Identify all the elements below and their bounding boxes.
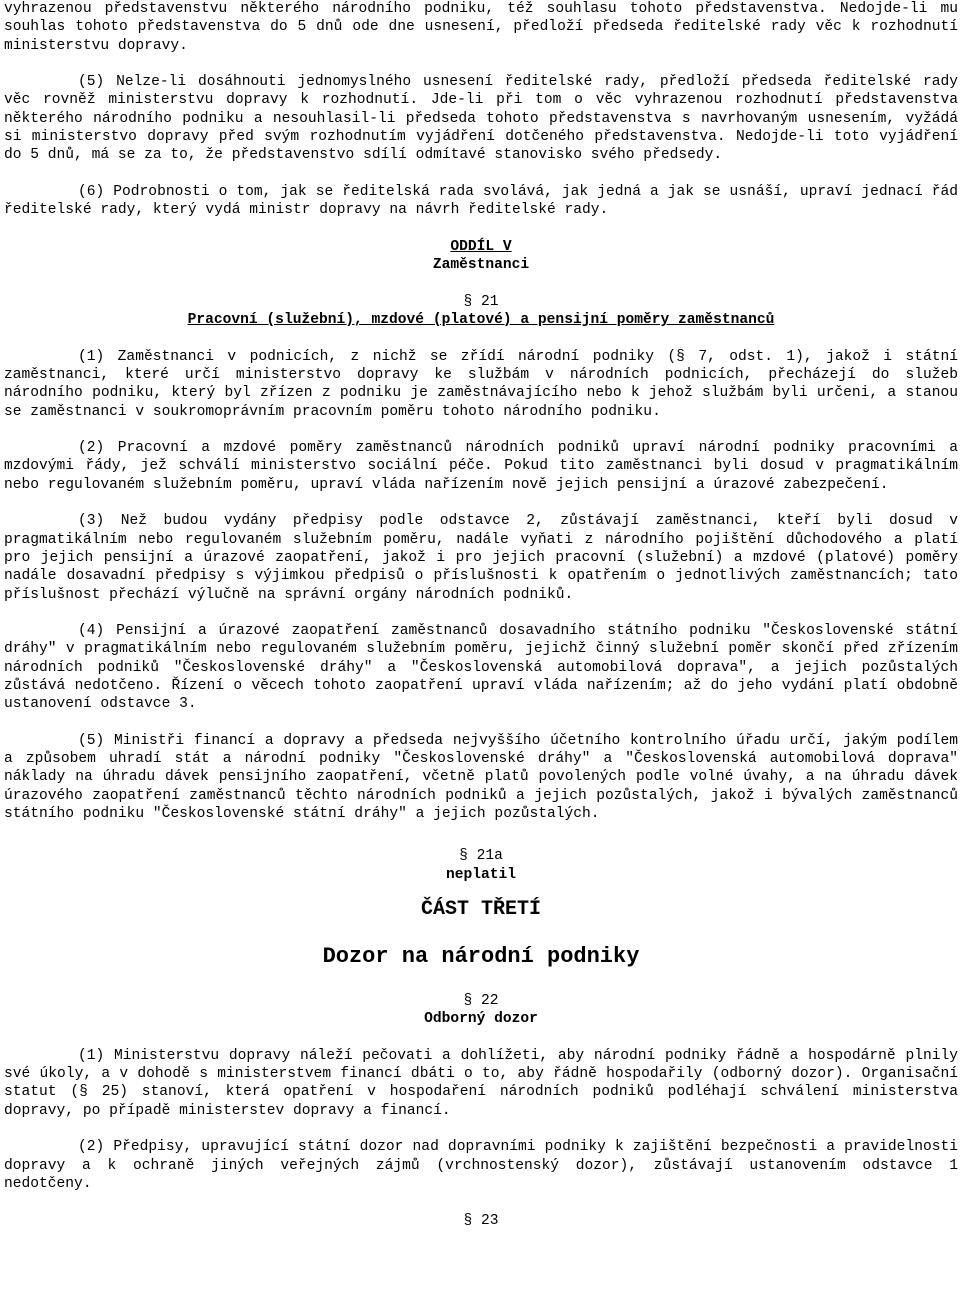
top-paragraph: vyhrazenou představenstvu některého národního podniku, též souhlasu tohoto představenstva. Nedojde-li mu souhlas tohoto představenstva do 5 dnů ode dne usnesení, předloží předseda ředitelské rady věc k rozhodnutí ministerstvu dopravy. <box>4 1 958 54</box>
part-3-title: Dozor na národní podniky <box>322 943 640 969</box>
s21-paragraph-3: (3) Než budou vydány předpisy podle odstavce 2, zůstávají zaměstnanci, kteří byli dosud v pragmatikálním nebo regulovaném služebním poměru, nadále vyňati z národního pojištění důchodového a platí pro jejich pensijní a úrazové zaopatření, jakož i pro jejich pracovní (služební) a mzdové (platové) poměry nadále dosavadní předpisy s výjimkou předpisů o příslušnosti k opatřením o jednotlivých zaměstnancích; tato příslušnost přechází výlučně na správní orgány národních podniků. <box>4 513 958 603</box>
s21-title: Pracovní (služební), mzdové (platové) a pensijní poměry zaměstnanců <box>187 312 775 329</box>
s22-number: § 22 <box>463 992 499 1009</box>
s22-paragraph-2: (2) Předpisy, upravující státní dozor nad dopravními podniky k zajištění bezpečnosti a pravidelnosti dopravy a k ochraně jiných veřejných zájmů (vrchnostenský dozor), zůstávají ustanovením odstavce 1 nedotčeny. <box>4 1139 958 1192</box>
s21-paragraph-4: (4) Pensijní a úrazové zaopatření zaměstnanců dosavadního státního podniku "Československé státní dráhy" v pragmatikálním nebo regulovaném služebním poměru, jejichž činný služební poměr skončí před zřízením národních podniků "Československé dráhy" a "Československá automobilová doprava", a jejich pozůstalých zůstává nedotčeno. Řízení o věcech tohoto zaopatření upraví vláda nařízením; až do jeho vydání platí obdobně ustanovení odstavce 3. <box>4 623 958 713</box>
s22-paragraph-1: (1) Ministerstvu dopravy náleží pečovati a dohlížeti, aby národní podniky řádně a hospodárně plnily své úkoly, a v dohodě s ministerstvem financí dbáti o to, aby řádně hospodařily (odborný dozor). Organisační statut (§ 25) stanoví, která opatření v hospodaření národních podniků podléhají schválení ministerstva dopravy, po případě ministerstev dopravy a financí. <box>4 1047 958 1119</box>
paragraph-20-6: (6) Podrobnosti o tom, jak se ředitelská rada svolává, jak jedná a jak se usnáší, upraví jednací řád ředitelské rady, který vydá ministr dopravy na návrh ředitelské rady. <box>4 183 958 219</box>
section-5-title: Zaměstnanci <box>432 257 530 274</box>
s21a-title: neplatil <box>445 866 517 883</box>
s22-title: Odborný dozor <box>424 1011 538 1028</box>
section-5-label: ODDÍL V <box>450 238 512 255</box>
s23-number: § 23 <box>463 1212 499 1229</box>
document-page <box>4 0 958 1230</box>
paragraph-20-5: (5) Nelze-li dosáhnouti jednomyslného usnesení ředitelské rady, předloží předseda ředitelské rady věc rovněž ministerstvu dopravy k rozhodnutí. Jde-li při tom o věc vyhrazenou rozhodnutí představenstva některého národního podniku a nesouhlasil-li předseda tohoto představenstva s navrhovaným usnesením, vyžádá si ministerstvo dopravy před svým rozhodnutím vyjádření dotčeného představenstva. Nedojde-li toto vyjádření do 5 dnů, má se za to, že představenstvo sdílí odmítavé stanovisko svého předsedy. <box>4 74 958 164</box>
s21-paragraph-2: (2) Pracovní a mzdové poměry zaměstnanců národních podniků upraví národní podniky pracovními a mzdovými řády, jež schválí ministerstvo sociální péče. Pokud tito zaměstnanci byli dosud v pragmatikálním nebo regulovaném služebním poměru, upraví vláda nařízením nově jejich pensijní a úrazové zabezpečení. <box>4 440 958 493</box>
s21-paragraph-1: (1) Zaměstnanci v podnicích, z nichž se zřídí národní podniky (§ 7, odst. 1), jakož i státní zaměstnanci, které určí ministerstvo dopravy ke službám v národních podnicích, přecházejí do služeb národního podniku, který byl zřízen z podniku je zaměstnávajícího nebo k jehož službám byli určeni, a stanou se zaměstnanci v soukromoprávním pracovním poměru tohoto národního podniku. <box>4 348 958 420</box>
s21-number: § 21 <box>463 293 499 310</box>
s21-paragraph-5: (5) Ministři financí a dopravy a předseda nejvyššího účetního kontrolního úřadu určí, jakým podílem a způsobem uhradí stát a národní podniky "Československé dráhy" a "Československá automobilová doprava" náklady na úhradu dávek pensijního zaopatření, včetně platů povolených podle volné úvahy, a na úhradu dávek úrazového zaopatření zaměstnanců těchto národních podniků a jejich pozůstalých, jakož i bývalých zaměstnanců státního podniku "Československé státní dráhy" a jejich pozůstalých. <box>4 732 958 823</box>
part-3-label: ČÁST TŘETÍ <box>420 897 542 921</box>
s21a-number: § 21a <box>459 848 503 865</box>
